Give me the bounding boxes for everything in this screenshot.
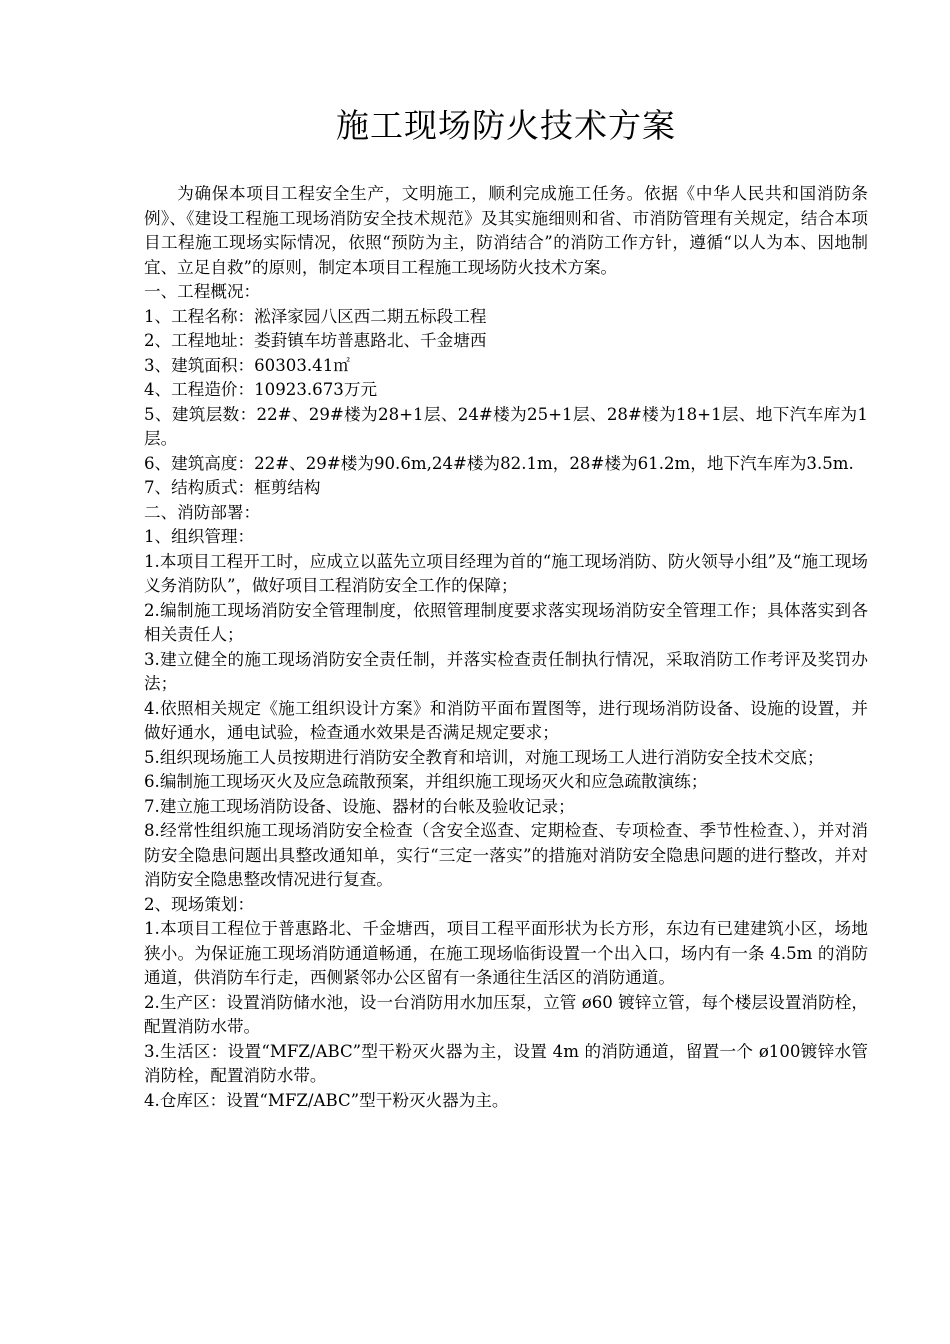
paragraph-org-item-1: 1.本项目工程开工时，应成立以蓝先立项目经理为首的“施工现场消防、防火领导小组”及“施工现场义务消防队”，做好项目工程消防安全工作的保障； [144,551,868,595]
paragraph-site-item-4: 4.仓库区：设置“MFZ/ABC”型干粉灭火器为主。 [144,1090,509,1110]
paragraph-site-item-1: 1.本项目工程位于普惠路北、千金塘西，项目工程平面形状为长方形，东边有已建建筑小区，场地狭小。为保证施工现场消防通道畅通，在施工现场临街设置一个出入口，场内有一条 4.5m 的消防通道，供消防车行走，西侧紧邻办公区留有一条通往生活区的消防通道。 [144,919,868,987]
intro-paragraph: 为确保本项目工程安全生产，文明施工，顺利完成施工任务。依据《中华人民共和国消防条例》、《建设工程施工现场消防安全技术规范》及其实施细则和省、市消防管理有关规定，结合本项目工程施工现场实际情况，依照“预防为主，防消结合”的消防工作方针，遵循“以人为本、因地制宜、立足自救”的原则，制定本项目工程施工现场防火技术方案。 [144,184,868,277]
paragraph-org-item-3: 3.建立健全的施工现场消防安全责任制，并落实检查责任制执行情况，采取消防工作考评及奖罚办法； [144,649,868,693]
paragraph-org-item-7: 7.建立施工现场消防设备、设施、器材的台帐及验收记录； [144,796,575,816]
section-heading-project-overview: 一、工程概况： [144,282,261,301]
subsection-heading-site-planning: 2、现场策划： [144,894,255,914]
subsection-heading-organization: 1、组织管理： [144,527,255,546]
paragraph-building-area: 3、建筑面积：60303.41㎡ [144,355,350,375]
paragraph-org-item-4: 4.依照相关规定《施工组织设计方案》和消防平面布置图等，进行现场消防设备、设施的设置，并做好通水，通电试验，检查通水效果是否满足规定要求； [144,698,868,742]
document-title: 施工现场防火技术方案 [336,106,676,145]
paragraph-building-floors: 5、建筑层数：22#、29#楼为28+1层、24#楼为25+1层、28#楼为18+1层、地下汽车库为1层。 [144,404,868,448]
paragraph-org-item-2: 2.编制施工现场消防安全管理制度，依照管理制度要求落实现场消防安全管理工作；具体落实到各相关责任人； [144,600,868,644]
section-heading-fire-deployment: 二、消防部署： [144,502,261,522]
document-page [144,98,868,1110]
paragraph-site-item-2: 2.生产区：设置消防储水池，设一台消防用水加压泵，立管 ø60 镀锌立管，每个楼层设置消防栓，配置消防水带。 [144,992,868,1036]
paragraph-building-height: 6、建筑高度：22#、29#楼为90.6m,24#楼为82.1m，28#楼为61.2m，地下汽车库为3.5m. [144,453,854,473]
paragraph-org-item-8: 8.经常性组织施工现场消防安全检查（含安全巡查、定期检查、专项检查、季节性检查、），并对消防安全隐患问题出具整改通知单，实行“三定一落实”的措施对消防安全隐患问题的进行整改，并对消防安全隐患整改情况进行复查。 [144,821,868,889]
paragraph-site-item-3: 3.生活区：设置“MFZ/ABC”型干粉灭火器为主，设置 4m 的消防通道，留置一个 ø100镀锌水管消防栓，配置消防水带。 [144,1041,868,1085]
document-body [144,182,868,1113]
paragraph-project-cost: 4、工程造价：10923.673万元 [144,380,378,399]
paragraph-project-address: 2、工程地址：娄葑镇车坊普惠路北、千金塘西 [144,331,487,350]
paragraph-org-item-5: 5.组织现场施工人员按期进行消防安全教育和培训，对施工现场工人进行消防安全技术交底； [144,747,824,767]
paragraph-structure-type: 7、结构质式：框剪结构 [144,478,321,497]
paragraph-org-item-6: 6.编制施工现场灭火及应急疏散预案，并组织施工现场灭火和应急疏散演练； [144,772,708,791]
paragraph-project-name: 1、工程名称：淞泽家园八区西二期五标段工程 [144,306,487,326]
